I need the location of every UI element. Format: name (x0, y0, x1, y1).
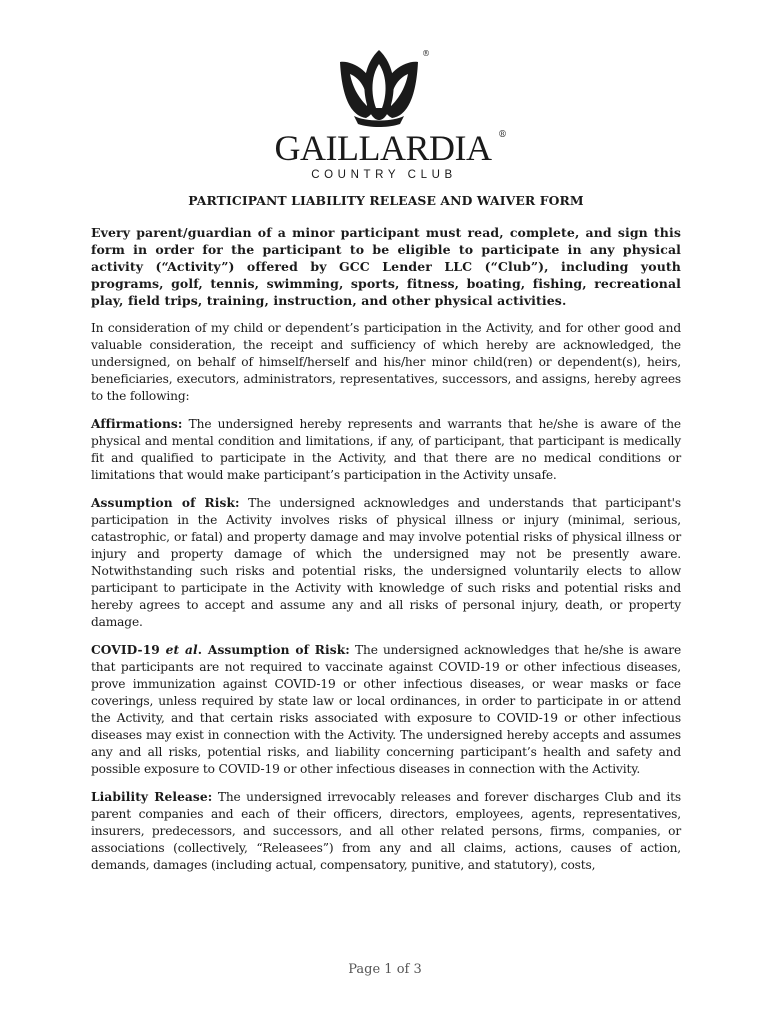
covid-heading-start: COVID-19 (91, 643, 166, 657)
covid-paragraph (91, 642, 681, 778)
liability-release-paragraph (91, 789, 681, 874)
flower-petals-icon (340, 50, 418, 127)
registered-mark-icon: ® (422, 49, 430, 58)
assumption-of-risk-heading: Assumption of Risk: (91, 496, 240, 510)
affirmations-paragraph (91, 416, 681, 484)
gaillardia-logo (0, 0, 770, 190)
assumption-of-risk-text: The undersigned acknowledges and understands that participant's participation in the Activity involves risks of physical illness or injury (minimal, serious, catastrophic, or fatal) and property damage and may involve potential risks of physical illness or injury and property damage of which the undersigned may not be presently aware. Notwithstanding such risks and potential risks, the undersigned voluntarily elects to allow participant to participate in the Activity with knowledge of such risks and potential risks and hereby agrees to accept and assume any and all risks of personal injury, death, or property damage. (91, 496, 681, 629)
assumption-of-risk-paragraph (91, 495, 681, 631)
brand-wordmark: GAILLARDIA (274, 128, 492, 168)
covid-heading (91, 643, 350, 657)
document-body (91, 193, 681, 885)
affirmations-heading: Affirmations: (91, 417, 183, 431)
covid-heading-italic: et al (165, 643, 198, 657)
liability-release-text: The undersigned irrevocably releases and forever discharges Club and its parent companies and each of their officers, directors, employees, agents, representatives, insurers, predecessors, and successors, and all other related persons, firms, companies, or associations (collectively, “Releasees”) from any and all claims, actions, causes of action, demands, damages (including actual, compensatory, punitive, and statutory), costs, (91, 790, 681, 872)
page-number: Page 1 of 3 (348, 962, 422, 977)
registered-mark-small: ® (498, 130, 507, 140)
affirmations-text: The undersigned hereby represents and warrants that he/she is aware of the physical and mental condition and limitations, if any, of participant, that participant is medically fit and qualified to participate in the Activity, and that there are no medical conditions or limitations that would make participant’s participation in the Activity unsafe. (91, 417, 681, 482)
covid-text: The undersigned acknowledges that he/she is aware that participants are not required to vaccinate against COVID-19 or other infectious diseases, prove immunization against COVID-19 or other infectious diseases, or wear masks or face coverings, unless required by state law or local ordinances, in order to participate in or attend the Activity, and that certain risks associated with exposure to COVID-19 or other infectious diseases may exist in connection with the Activity. The undersigned hereby accepts and assumes any and all risks, potential risks, and liability concerning participant’s health and safety and possible exposure to COVID-19 or other infectious diseases in connection with the Activity. (91, 643, 682, 776)
brand-tagline: COUNTRY CLUB (311, 169, 457, 181)
liability-release-heading: Liability Release: (91, 790, 213, 804)
intro-paragraph: Every parent/guardian of a minor participant must read, complete, and sign this form in order for the participant to be eligible to participate in any physical activity (“Activity”) offered by GCC Lender LLC (“Club”), including youth programs, golf, tennis, swimming, sports, fitness, boating, fishing, recreational play, field trips, training, instruction, and other physical activities. (91, 225, 681, 308)
form-title: PARTICIPANT LIABILITY RELEASE AND WAIVER FORM (188, 193, 584, 208)
consideration-paragraph: In consideration of my child or dependent’s participation in the Activity, and for other good and valuable consideration, the receipt and sufficiency of which hereby are acknowledged, the undersigned, on behalf of himself/herself and his/her minor child(ren) or dependent(s), heirs, beneficiaries, executors, administrators, representatives, successors, and assigns, hereby agrees to the following: (91, 321, 681, 403)
club-logo (0, 0, 770, 190)
covid-heading-end: . Assumption of Risk: (197, 643, 350, 657)
